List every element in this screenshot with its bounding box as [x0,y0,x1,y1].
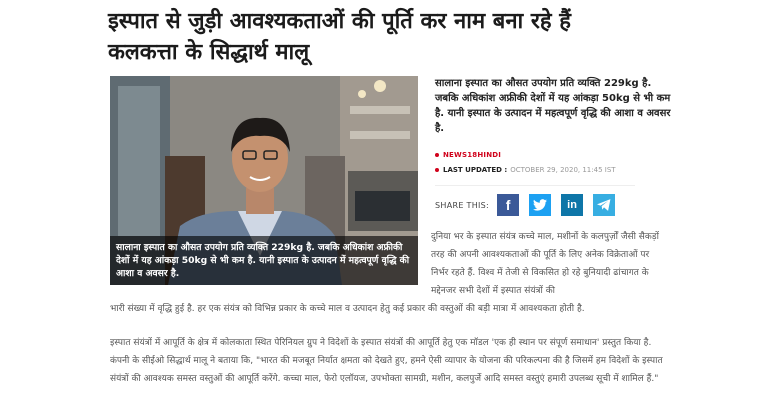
article-headline: इस्पात से जुड़ी आवश्यकताओं की पूर्ति कर नाम बना रहे हैं कलकत्ता के सिद्धार्थ मालू [108,9,571,65]
last-updated-label: LAST UPDATED : [443,165,508,174]
body-paragraph-1-end: भारी संख्या में वृद्धि हुई है. हर एक संयंत्र को विभिन्न प्रकार के कच्चे माल व उत्पादन हेतु कई प्रकार की वस्तुओं की बड़ी मात्रा में आवश्यकता होती है. [110,304,585,314]
source-link[interactable]: NEWS18HINDI [443,150,502,159]
share-bar [435,194,625,216]
telegram-share-button[interactable] [593,194,615,216]
twitter-icon [533,199,547,211]
meta-divider [435,185,635,186]
article-summary: सालाना इस्पात का औसत उपयोग प्रति व्यक्ति 229kg है. जबकि अधिकांश अफ्रीकी देशों में यह आंकड़ा 50kg से भी कम है. यानी इस्पात के उत्पादन में महत्वपूर्ण वृद्धि की आशा व अवसर है. [435,78,671,134]
facebook-share-button[interactable] [497,194,519,216]
facebook-icon: f [505,197,511,213]
last-updated-date: OCTOBER 29, 2020, 11:45 IST [510,165,616,174]
image-caption: सालाना इस्पात का औसत उपयोग प्रति व्यक्ति 229kg है. जबकि अधिकांश अफ्रीकी देशों में यह आंकड़ा 50kg से भी कम है. यानी इस्पात के उत्पादन में महत्वपूर्ण वृद्धि की आशा व अवसर है. [110,236,418,285]
linkedin-icon: in [567,199,577,211]
linkedin-share-button[interactable] [561,194,583,216]
article-meta [435,147,616,177]
bullet-dot-icon [435,168,439,172]
body-paragraph-1-start: दुनिया भर के इस्पात संयंत्र कच्चे माल, मशीनों के कलपुर्ज़ों जैसी सैकड़ों तरह की अपनी आवश्यकताओं की पूर्ति के लिए अनेक विक्रेताओं पर निर्भर रहते हैं. विश्व में तेजी से विकसित हो रहे बुनियादी ढांचागत के मद्देनजर सभी देशों में इस्पात संयंत्रों की [431,232,659,296]
body-paragraph-2: इस्पात संयंत्रों में आपूर्ति के क्षेत्र में कोलकाता स्थित पेरिनियल ग्रुप ने विदेशों के इस्पात संयंत्रों की आपूर्ति हेतु एक मॉडल 'एक ही स्थान पर संपूर्ण समाधान' प्रस्तुत किया है. कंपनी के सीईओ सिद्धार्थ मालू ने बताया कि, "भारत की मजबूत निर्यात क्षमता को देखते हुए, हमने ऐसी व्यापार के योजना की परिकल्पना की है जिसमें हम विदेशों के इस्पात संयंत्रों की आवश्यक समस्त वस्तुओं की आपूर्ति करेंगे. कच्चा माल, फेरो एलॉयज, उपभोक्ता सामग्री, मशीन, कलपुर्जे आदि समस्त वस्तुएं हमारी उपलब्ध सूची में शामिल हैं." [110,338,663,384]
twitter-share-button[interactable] [529,194,551,216]
telegram-icon [597,199,611,211]
share-label: SHARE THIS: [435,200,490,210]
bullet-dot-icon [435,153,439,157]
hero-image [110,76,418,285]
